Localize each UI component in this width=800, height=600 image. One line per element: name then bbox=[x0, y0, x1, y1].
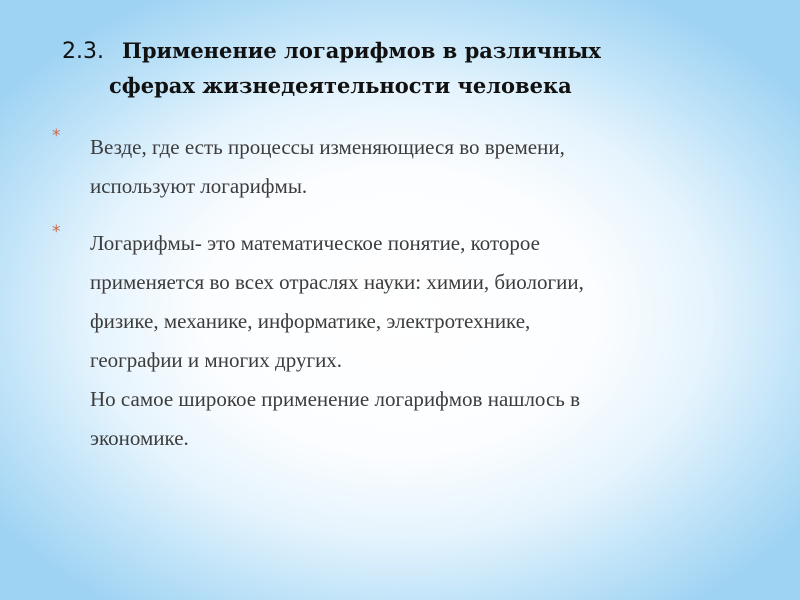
title-line-1 bbox=[62, 34, 762, 69]
bullet-text-line: применяется во всех отраслях науки: химии, биологии, bbox=[90, 270, 584, 294]
slide-title bbox=[62, 34, 762, 103]
bullet-text-line: физике, механике, информатике, электротехнике, bbox=[90, 309, 531, 333]
bullet-list bbox=[52, 128, 752, 470]
title-number: 2.3. bbox=[62, 39, 104, 64]
bullet-text-line: экономике. bbox=[90, 426, 189, 450]
bullet-text-line: Но самое широкое применение логарифмов нашлось в bbox=[90, 387, 581, 411]
asterisk-bullet-icon: * bbox=[52, 126, 61, 146]
bullet-text-line: географии и многих других. bbox=[90, 348, 343, 372]
title-text-1: Применение логарифмов в различных bbox=[121, 38, 601, 63]
bullet-text-line: Везде, где есть процессы изменяющиеся во времени, bbox=[90, 135, 565, 159]
bullet-text-line: используют логарифмы. bbox=[90, 174, 308, 198]
title-line-2: сферах жизнедеятельности человека bbox=[109, 73, 572, 98]
bullet-item bbox=[52, 224, 752, 458]
asterisk-bullet-icon: * bbox=[52, 222, 61, 242]
bullet-text-line: Логарифмы- это математическое понятие, которое bbox=[90, 231, 540, 255]
bullet-item bbox=[52, 128, 752, 206]
